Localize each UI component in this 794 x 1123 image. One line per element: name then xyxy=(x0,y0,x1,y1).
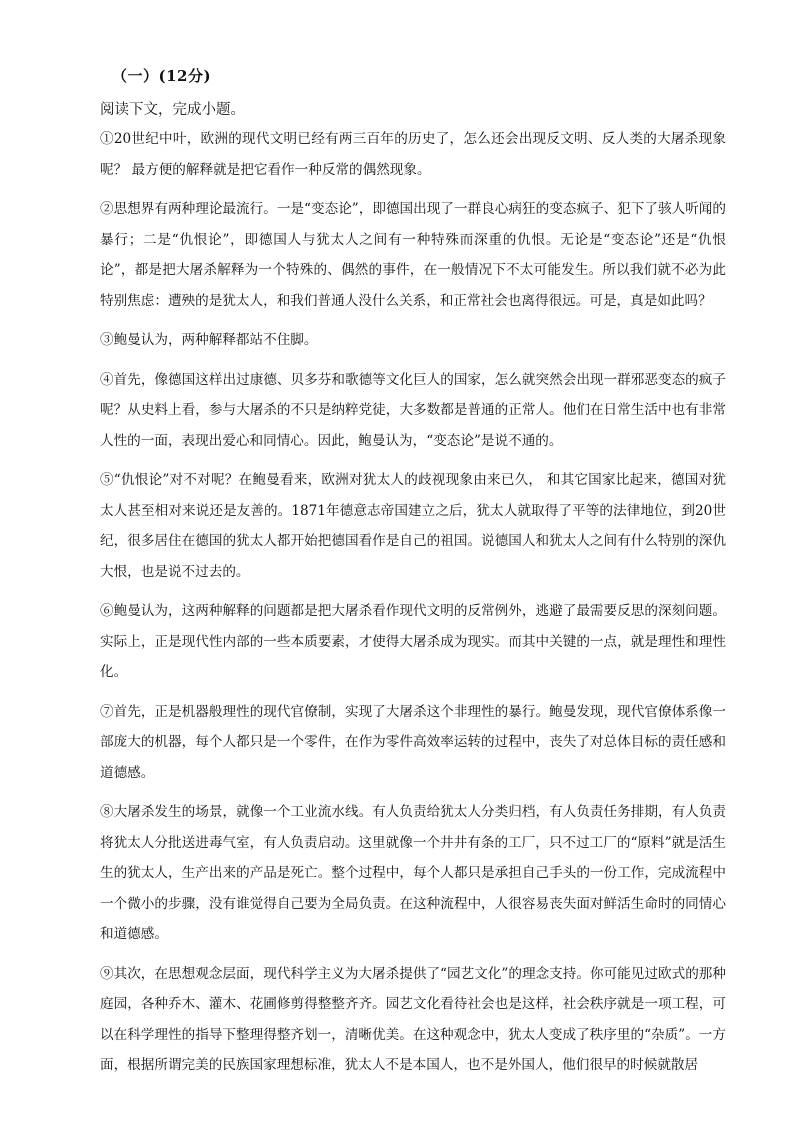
paragraph-2: ②思想界有两种理论最流行。一是“变态论”，即德国出现了一群良心病狂的变态疯子、犯下了骇人听闻的暴行；二是“仇恨论”，即德国人与犹太人之间有一种特殊而深重的仇恨。无论是“变态论”还是“仇恨论”，都是把大屠杀解释为一个特殊的、偶然的事件，在一般情况下不太可能发生。所以我们就不必为此特别焦虑：遭殃的是犹太人，和我们普通人没什么关系，和正常社会也离得很远。可是，真是如此吗？ xyxy=(100,201,726,309)
paragraph-6: ⑥鲍曼认为，这两种解释的问题都是把大屠杀看作现代文明的反常例外，逃避了最需要反思的深刻问题。实际上，正是现代性内部的一些本质要素，才使得大屠杀成为现实。而其中关键的一点，就是理性和理性化。 xyxy=(100,603,726,680)
paragraph-1: ①20世纪中叶，欧洲的现代文明已经有两三百年的历史了，怎么还会出现反文明、反人类的大屠杀现象呢？ 最方便的解释就是把它看作一种反常的偶然现象。 xyxy=(100,131,726,178)
article-body xyxy=(100,124,726,1090)
paragraph-7: ⑦首先，正是机器般理性的现代官僚制，实现了大屠杀这个非理性的暴行。鲍曼发现，现代官僚体系像一部庞大的机器，每个人都只是一个零件，在作为零件高效率运转的过程中，丧失了对总体目标的责任感和道德感。 xyxy=(100,703,726,781)
paragraph-4: ④首先，像德国这样出过康德、贝多芬和歌德等文化巨人的国家，怎么就突然会出现一群邪恶变态的疯子呢？从史料上看，参与大屠杀的不只是纳粹党徒，大多数都是普通的正常人。他们在日常生活中也有非常人性的一面，表现出爱心和同情心。因此，鲍曼认为，“变态论”是说不通的。 xyxy=(100,371,726,449)
section-title: （一）(12分) xyxy=(112,67,212,85)
paragraph-9: ⑨其次，在思想观念层面，现代科学主义为大屠杀提供了“园艺文化”的理念支持。你可能见过欧式的那种庭园，各种乔木、灌木、花圃修剪得整整齐齐。园艺文化看待社会也是这样，社会秩序就是一项工程，可以在科学理性的指导下整理得整齐划一，清晰优美。在这种观念中，犹太人变成了秩序里的“杂质”。一方面，根据所谓完美的民族国家理想标准，犹太人不是本国人，也不是外国人，他们很早的时候就散居 xyxy=(100,965,726,1073)
reading-instruction: 阅读下文，完成小题。 xyxy=(100,102,245,118)
paragraph-5: ⑤“仇恨论”对不对呢？在鲍曼看来，欧洲对犹太人的歧视现象由来已久， 和其它国家比起来，德国对犹太人甚至相对来说还是友善的。1871年德意志帝国建立之后，犹太人就取得了平等的法律地位，到20世纪，很多居住在德国的犹太人都开始把德国看作是自己的祖国。说德国人和犹太人之间有什么特别的深仇大恨，也是说不过去的。 xyxy=(100,472,726,580)
paragraph-3: ③鲍曼认为，两种解释都站不住脚。 xyxy=(100,332,318,348)
paragraph-8: ⑧大屠杀发生的场景，就像一个工业流水线。有人负责给犹太人分类归档，有人负责任务排期，有人负责将犹太人分批送进毒气室，有人负责启动。这里就像一个井井有条的工厂，只不过工厂的“原料”就是活生生的犹太人，生产出来的产品是死亡。整个过程中，每个人都只是承担自己手头的一份工作，完成流程中一个微小的步骤，没有谁觉得自己要为全局负责。在这种流程中，人很容易丧失面对鲜活生命时的同情心和道德感。 xyxy=(100,804,726,942)
